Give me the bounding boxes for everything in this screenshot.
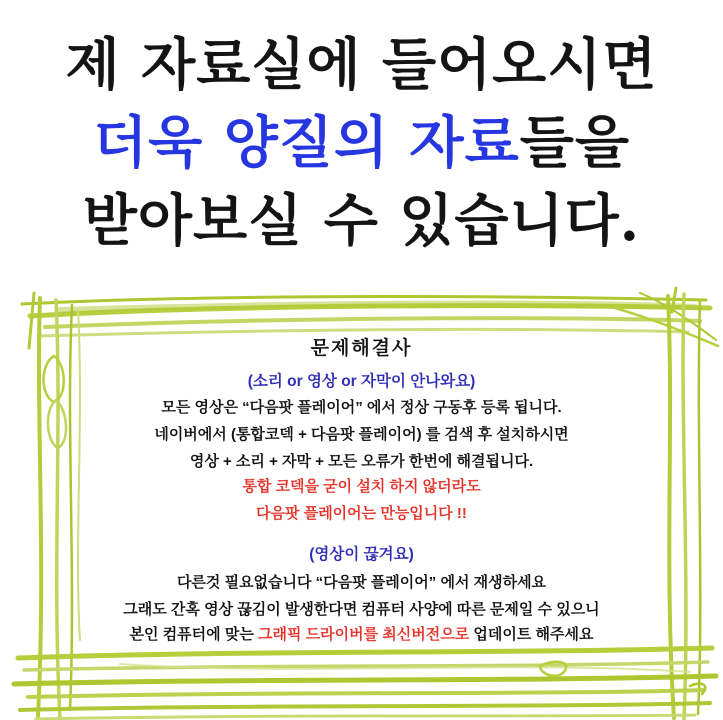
notice-title: 문제해결사 bbox=[310, 338, 413, 359]
section1-line: 모든 영상은 “다음팟 플레이어” 에서 정상 구동후 등록 됩니다. bbox=[161, 399, 562, 416]
last-line-prefix: 본인 컴퓨터에 맞는 bbox=[129, 626, 258, 643]
headline-line-1: 제 자료실에 들어오시면 bbox=[65, 32, 658, 98]
last-line-suffix: 업데이트 해주세요 bbox=[469, 626, 594, 643]
headline bbox=[0, 26, 723, 260]
section1-line: 네이버에서 (통합코덱 + 다음팟 플레이어) 를 검색 후 설치하시면 bbox=[154, 426, 569, 443]
section2-last-line bbox=[70, 627, 653, 643]
headline-line-2-rest: 들을 bbox=[519, 110, 630, 176]
section1-warning-line: 다음팟 플레이어는 만능입니다 !! bbox=[256, 505, 467, 522]
section1-line: 영상 + 소리 + 자막 + 모든 오류가 한번에 해결됩니다. bbox=[189, 453, 534, 470]
section2-subtitle: (영상이 끊겨요) bbox=[309, 546, 414, 563]
section1-subtitle: (소리 or 영상 or 자막이 안나와요) bbox=[247, 373, 476, 390]
section2-line: 다른것 필요없습니다 “다음팟 플레이어” 에서 재생하세요 bbox=[176, 574, 547, 591]
headline-line-2 bbox=[0, 104, 723, 182]
section2-line: 그래도 간혹 영상 끊김이 발생한다면 컴퓨터 사양에 따른 문제일 수 있으니 bbox=[123, 601, 600, 618]
section1-warning-line: 통합 코덱을 굳이 설치 하지 않더라도 bbox=[242, 478, 481, 495]
headline-line-3: 받아보실 수 있습니다. bbox=[82, 188, 641, 254]
last-line-highlight: 그래픽 드라이버를 최신버전으로 bbox=[257, 626, 470, 643]
troubleshooting-notice bbox=[70, 338, 653, 643]
headline-highlight: 더욱 양질의 자료 bbox=[93, 110, 520, 176]
